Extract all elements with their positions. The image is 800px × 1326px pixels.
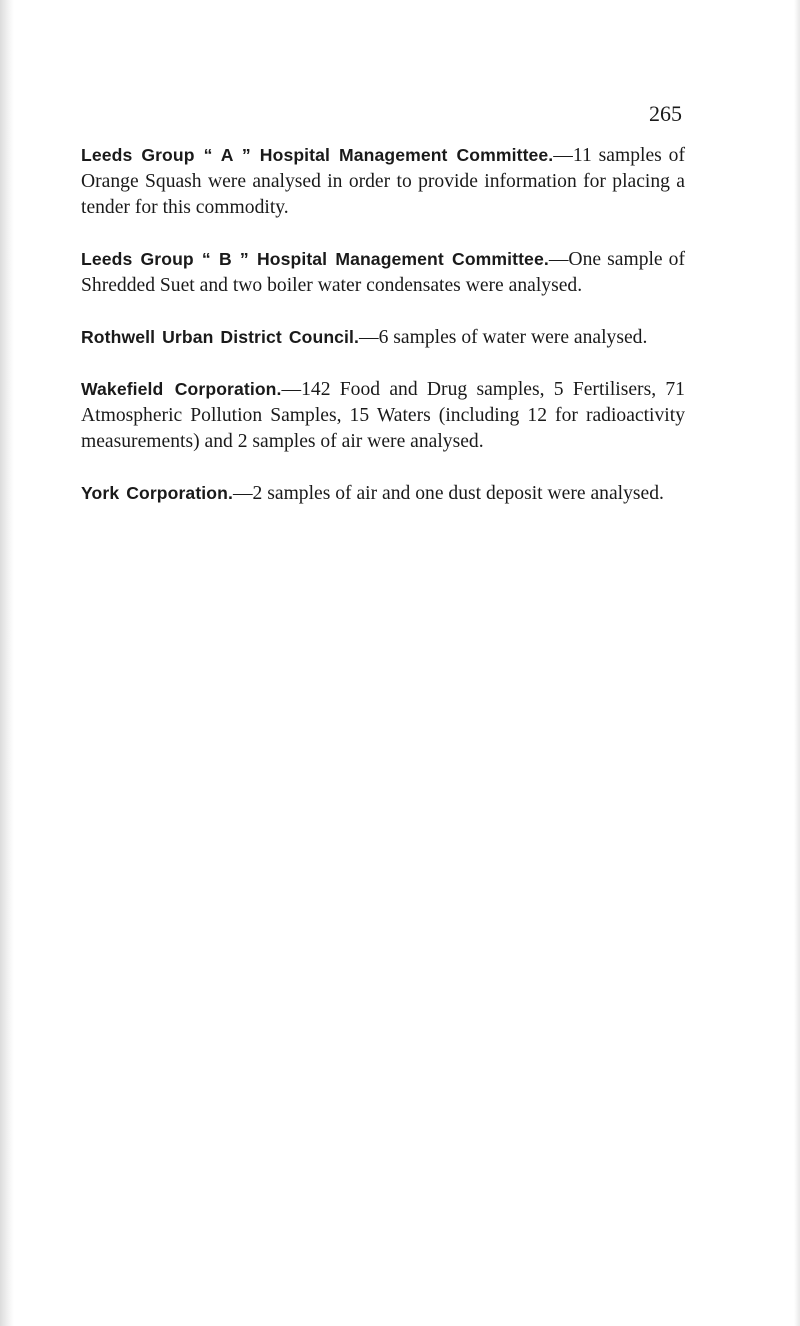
page-edge bbox=[794, 0, 800, 1326]
entry-heading: Rothwell Urban District Council. bbox=[81, 327, 360, 347]
report-body bbox=[81, 142, 685, 532]
page-gutter-shadow bbox=[0, 0, 14, 1326]
entry-leeds-group-b bbox=[81, 246, 685, 299]
entry-rothwell bbox=[81, 324, 685, 351]
entry-heading: York Corporation. bbox=[81, 483, 233, 503]
entry-text: —2 samples of air and one dust deposit were analysed. bbox=[232, 483, 664, 504]
entry-leeds-group-a bbox=[81, 142, 685, 221]
entry-wakefield bbox=[81, 376, 685, 455]
entry-text: —6 samples of water were analysed. bbox=[359, 327, 648, 348]
entry-text: —142 Food and Drug samples, 5 Fertilisers, 71 Atmospheric Pollution Samples, 15 Waters (including 12 for radioactivity measurements) and 2 samples of air were analysed. bbox=[81, 379, 685, 452]
page-number: 265 bbox=[649, 101, 682, 126]
entry-heading: Leeds Group “ B ” Hospital Management Committee. bbox=[81, 249, 549, 269]
entry-heading: Leeds Group “ A ” Hospital Management Committee. bbox=[81, 145, 554, 165]
entry-york bbox=[81, 480, 685, 507]
entry-text: —11 samples of Orange Squash were analysed in order to provide information for placing a tender for this commodity. bbox=[81, 145, 685, 218]
entry-heading: Wakefield Corporation. bbox=[81, 379, 282, 399]
entry-text: —One sample of Shredded Suet and two boiler water condensates were analysed. bbox=[81, 249, 686, 296]
